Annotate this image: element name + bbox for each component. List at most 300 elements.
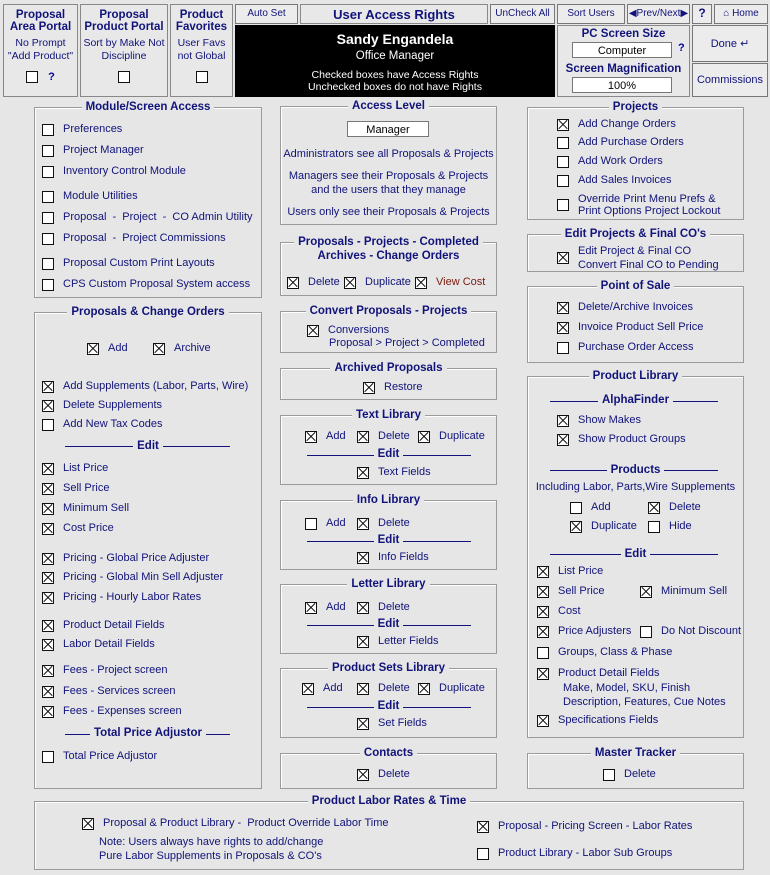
module-item-custom-print-layouts[interactable] xyxy=(42,257,215,270)
projects-add-sales-invoices[interactable] xyxy=(557,174,672,187)
label: List Price xyxy=(63,462,109,474)
checkbox[interactable] xyxy=(570,502,582,514)
label: Delete xyxy=(378,768,410,780)
checkbox[interactable] xyxy=(537,647,549,659)
label: Pricing - Global Price Adjuster xyxy=(63,552,210,564)
product-library-panel xyxy=(527,370,744,738)
commissions-button[interactable]: Commissions xyxy=(692,63,768,97)
label: Proposal & Product Library - Product Override Labor Time xyxy=(103,817,389,829)
checkbox[interactable] xyxy=(537,606,549,618)
pco-list-price[interactable] xyxy=(42,462,108,475)
label: Fees - Project screen xyxy=(63,664,168,676)
sort-users-button[interactable]: Sort Users xyxy=(557,4,625,24)
checkbox[interactable] xyxy=(42,258,54,270)
product-library-title: Product Library xyxy=(589,370,683,382)
checkbox[interactable] xyxy=(305,602,317,614)
module-item-project-commissions[interactable] xyxy=(42,232,226,245)
checkbox[interactable] xyxy=(87,343,99,355)
pos-purchase-order-access[interactable] xyxy=(557,341,694,354)
checkbox[interactable] xyxy=(640,626,652,638)
label: Show Makes xyxy=(578,414,641,426)
access-manager-note-2: and the users that they manage xyxy=(311,184,466,196)
label: Delete xyxy=(624,768,656,780)
pco-sell-price[interactable] xyxy=(42,482,109,495)
labor-note-1: Note: Users always have rights to add/change xyxy=(99,836,324,848)
auto-set-button[interactable]: Auto Set xyxy=(235,4,298,24)
label: Hide xyxy=(669,520,692,532)
pco-labor-detail-fields[interactable] xyxy=(42,638,155,651)
pco-global-min-sell-adjuster[interactable] xyxy=(42,571,223,584)
access-admin-note: Administrators see all Proposals & Projects xyxy=(283,148,494,160)
master-tracker-panel xyxy=(527,747,744,789)
labor-override-labor-time[interactable] xyxy=(82,817,389,830)
checkbox[interactable] xyxy=(42,620,54,632)
checkbox[interactable] xyxy=(537,715,549,727)
pco-add[interactable] xyxy=(87,342,128,355)
uncheck-all-button[interactable]: UnCheck All xyxy=(490,4,555,24)
rights-note-1: Checked boxes have Access Rights xyxy=(311,69,479,81)
label-line-2: Convert Final CO to Pending xyxy=(578,259,719,271)
convert-panel xyxy=(280,305,497,353)
label: List Price xyxy=(558,565,604,577)
plib-show-makes[interactable] xyxy=(557,414,641,427)
label: Add Change Orders xyxy=(578,118,676,130)
proposal-area-portal-title: Proposal Area Portal xyxy=(9,9,72,33)
checkbox[interactable] xyxy=(42,523,54,535)
checkbox[interactable] xyxy=(357,431,369,443)
projects-title: Projects xyxy=(609,101,662,113)
rights-note-2: Unchecked boxes do not have Rights xyxy=(308,81,482,93)
checkbox[interactable] xyxy=(477,821,489,833)
help-button[interactable]: ? xyxy=(692,4,712,24)
label: Show Product Groups xyxy=(578,433,686,445)
checkbox[interactable] xyxy=(570,521,582,533)
plib-product-detail-fields[interactable] xyxy=(537,667,660,680)
prev-next-button[interactable] xyxy=(627,4,690,24)
label: Add xyxy=(591,501,611,513)
proposal-product-portal-cell xyxy=(80,4,168,97)
checkbox[interactable] xyxy=(557,119,569,131)
ppc-delete[interactable] xyxy=(287,276,340,289)
sets-lib-edit-heading: Edit xyxy=(374,700,404,712)
label: Delete xyxy=(308,276,340,288)
page-title: User Access Rights xyxy=(300,4,488,24)
checkbox[interactable] xyxy=(42,572,54,584)
label: Fees - Services screen xyxy=(63,685,176,697)
proposals-change-orders-title: Proposals & Change Orders xyxy=(67,306,228,318)
projects-add-work-orders[interactable] xyxy=(557,155,663,168)
checkbox[interactable] xyxy=(357,552,369,564)
checkbox[interactable] xyxy=(557,302,569,314)
prev-icon: ◀ xyxy=(628,8,637,19)
checkbox[interactable] xyxy=(42,503,54,515)
projects-add-change-orders[interactable] xyxy=(557,118,676,131)
label: Delete xyxy=(378,601,410,613)
checkbox[interactable] xyxy=(305,518,317,530)
text-library-panel xyxy=(280,409,497,485)
proposal-product-portal-title: Proposal Product Portal xyxy=(84,9,164,33)
sets-lib-duplicate[interactable] xyxy=(418,682,485,695)
checkbox[interactable] xyxy=(357,769,369,781)
return-icon: ↵ xyxy=(740,38,750,50)
label: Add xyxy=(326,601,346,613)
access-level-field[interactable]: Manager xyxy=(347,121,429,137)
info-lib-fields[interactable] xyxy=(357,551,429,564)
checkbox[interactable] xyxy=(640,586,652,598)
label: Product Detail Fields xyxy=(558,667,660,679)
proposal-area-portal-cell xyxy=(3,4,78,97)
module-item-project-manager[interactable] xyxy=(42,144,144,157)
pco-total-price-adjustor[interactable] xyxy=(42,750,157,763)
edit-projects-final-co[interactable] xyxy=(557,244,719,272)
plib-price-adjusters[interactable] xyxy=(537,625,631,638)
checkbox[interactable] xyxy=(557,137,569,149)
projects-add-purchase-orders[interactable] xyxy=(557,136,684,149)
checkbox[interactable] xyxy=(357,636,369,648)
pco-delete-supplements[interactable] xyxy=(42,399,162,412)
checkbox[interactable] xyxy=(648,521,660,533)
ppc-view-cost[interactable] xyxy=(415,276,485,289)
home-label: Home xyxy=(732,8,759,19)
label: Delete xyxy=(378,430,410,442)
checkbox[interactable] xyxy=(42,751,54,763)
archived-restore[interactable] xyxy=(363,381,423,394)
pco-global-price-adjuster[interactable] xyxy=(42,552,209,565)
text-lib-duplicate[interactable] xyxy=(418,430,485,443)
checkbox[interactable] xyxy=(42,419,54,431)
checkbox[interactable] xyxy=(82,818,94,830)
checkbox[interactable] xyxy=(42,553,54,565)
convert-title: Convert Proposals - Projects xyxy=(306,305,472,317)
checkbox[interactable] xyxy=(557,156,569,168)
edit-projects-title: Edit Projects & Final CO's xyxy=(561,228,710,240)
checkbox[interactable] xyxy=(557,175,569,187)
alphafinder-heading: AlphaFinder xyxy=(598,394,673,406)
plib-groups-class-phase[interactable] xyxy=(537,646,672,659)
checkbox[interactable] xyxy=(42,400,54,412)
next-icon: ▶ xyxy=(680,8,689,19)
pco-add-supplements[interactable] xyxy=(42,380,248,393)
product-favorites-checkbox[interactable] xyxy=(196,71,208,83)
checkbox[interactable] xyxy=(42,463,54,475)
proposal-area-portal-checkbox[interactable] xyxy=(26,71,38,83)
projects-override-print[interactable] xyxy=(557,193,720,217)
checkbox[interactable] xyxy=(42,639,54,651)
checkbox[interactable] xyxy=(42,233,54,245)
text-lib-edit-heading: Edit xyxy=(374,448,404,460)
label: Cost xyxy=(558,605,581,617)
labor-sub-groups[interactable] xyxy=(477,847,672,860)
label-line-2: Print Options Project Lockout xyxy=(578,205,721,217)
proposal-product-portal-sub: Sort by Make Not Discipline xyxy=(83,37,165,62)
checkbox[interactable] xyxy=(363,382,375,394)
label: Project Manager xyxy=(63,144,144,156)
point-of-sale-title: Point of Sale xyxy=(597,280,675,292)
label: Add xyxy=(326,517,346,529)
edit-projects-panel xyxy=(527,228,744,272)
label: Product Detail Fields xyxy=(63,619,165,631)
label: Purchase Order Access xyxy=(578,341,694,353)
label: Archive xyxy=(174,342,211,354)
module-item-cps-access[interactable] xyxy=(42,278,250,291)
label: Text Fields xyxy=(378,466,431,478)
label: Groups, Class & Phase xyxy=(558,646,673,658)
label: Inventory Control Module xyxy=(63,165,186,177)
product-favorites-sub: User Favs not Global xyxy=(177,37,226,62)
plib-minimum-sell[interactable] xyxy=(640,585,727,598)
label: Sell Price xyxy=(63,482,110,494)
proposal-area-portal-sub: No Prompt "Add Product" xyxy=(7,37,74,62)
plib-pdf-sub-1: Make, Model, SKU, Finish xyxy=(563,682,691,694)
checkbox[interactable] xyxy=(42,686,54,698)
ppc-duplicate[interactable] xyxy=(344,276,411,289)
label: Conversions xyxy=(328,324,390,336)
checkbox[interactable] xyxy=(557,322,569,334)
checkbox[interactable] xyxy=(42,483,54,495)
checkbox[interactable] xyxy=(42,212,54,224)
checkbox[interactable] xyxy=(42,665,54,677)
home-icon: ⌂ xyxy=(723,8,733,19)
label: Add New Tax Codes xyxy=(63,418,163,430)
label: Set Fields xyxy=(378,717,427,729)
checkbox[interactable] xyxy=(557,199,569,211)
module-item-inventory-control[interactable] xyxy=(42,165,186,178)
checkbox[interactable] xyxy=(42,592,54,604)
checkbox[interactable] xyxy=(648,502,660,514)
total-price-adjustor-heading: Total Price Adjustor xyxy=(90,727,206,739)
label: Delete xyxy=(378,682,410,694)
label: Price Adjusters xyxy=(558,625,632,637)
checkbox[interactable] xyxy=(418,683,430,695)
checkbox[interactable] xyxy=(537,566,549,578)
pco-fees-project[interactable] xyxy=(42,664,168,677)
product-favorites-cell xyxy=(170,4,233,97)
done-button[interactable] xyxy=(692,25,768,62)
label: Proposal - Project Commissions xyxy=(63,232,226,244)
label: Delete xyxy=(378,517,410,529)
plib-do-not-discount[interactable] xyxy=(640,625,741,638)
home-button[interactable] xyxy=(714,4,768,24)
info-lib-add[interactable] xyxy=(305,517,346,530)
label: Letter Fields xyxy=(378,635,439,647)
plib-add[interactable] xyxy=(570,501,611,514)
screen-magnification-label: Screen Magnification xyxy=(565,63,682,75)
labor-note-2: Pure Labor Supplements in Proposals & CO's xyxy=(99,850,322,862)
checkbox[interactable] xyxy=(477,848,489,860)
label: Minimum Sell xyxy=(63,502,130,514)
label: Cost Price xyxy=(63,522,114,534)
checkbox[interactable] xyxy=(42,145,54,157)
plib-list-price[interactable] xyxy=(537,565,603,578)
master-tracker-delete[interactable] xyxy=(603,768,656,781)
checkbox[interactable] xyxy=(287,277,299,289)
module-screen-access-panel xyxy=(34,101,262,298)
master-tracker-title: Master Tracker xyxy=(591,747,680,759)
text-lib-fields[interactable] xyxy=(357,466,431,479)
label: Add Purchase Orders xyxy=(578,136,684,148)
text-lib-add[interactable] xyxy=(305,430,346,443)
plib-delete[interactable] xyxy=(648,501,701,514)
checkbox[interactable] xyxy=(357,467,369,479)
sets-lib-fields[interactable] xyxy=(357,717,427,730)
checkbox[interactable] xyxy=(357,602,369,614)
sets-lib-add[interactable] xyxy=(302,682,343,695)
checkbox[interactable] xyxy=(418,431,430,443)
checkbox[interactable] xyxy=(537,668,549,680)
label: Delete/Archive Invoices xyxy=(578,301,693,313)
label: Add Supplements (Labor, Parts, Wire) xyxy=(63,380,249,392)
access-user-note: Users only see their Proposals & Projects xyxy=(287,206,490,218)
pos-invoice-sell-price[interactable] xyxy=(557,321,703,334)
label: Add xyxy=(326,430,346,442)
products-including-note: Including Labor, Parts,Wire Supplements xyxy=(535,481,736,493)
products-heading: Products xyxy=(607,464,665,476)
plib-duplicate[interactable] xyxy=(570,520,637,533)
checkbox[interactable] xyxy=(357,518,369,530)
info-library-title: Info Library xyxy=(353,494,424,506)
label: Proposal - Project - CO Admin Utility xyxy=(63,211,253,223)
text-library-title: Text Library xyxy=(352,409,425,421)
checkbox[interactable] xyxy=(357,718,369,730)
checkbox[interactable] xyxy=(557,434,569,446)
checkbox[interactable] xyxy=(153,343,165,355)
user-banner xyxy=(235,25,555,97)
checkbox[interactable] xyxy=(415,277,427,289)
product-favorites-title: Product Favorites xyxy=(175,9,228,33)
label: Specifications Fields xyxy=(558,714,659,726)
labor-pricing-screen-rates[interactable] xyxy=(477,820,692,833)
access-manager-note-1: Managers see their Proposals & Projects xyxy=(288,170,489,182)
checkbox[interactable] xyxy=(42,124,54,136)
plib-edit-heading: Edit xyxy=(621,548,651,560)
label: Duplicate xyxy=(591,520,637,532)
pco-minimum-sell[interactable] xyxy=(42,502,129,515)
checkbox[interactable] xyxy=(42,191,54,203)
pco-fees-expenses[interactable] xyxy=(42,705,182,718)
label: Total Price Adjustor xyxy=(63,750,158,762)
checkbox[interactable] xyxy=(557,415,569,427)
archived-proposals-panel xyxy=(280,362,497,400)
checkbox[interactable] xyxy=(557,252,569,264)
plib-hide[interactable] xyxy=(648,520,692,533)
label: Invoice Product Sell Price xyxy=(578,321,704,333)
module-screen-access-title: Module/Screen Access xyxy=(82,101,215,113)
sets-lib-delete[interactable] xyxy=(357,682,410,695)
pc-screen-size-field[interactable]: Computer xyxy=(572,42,672,58)
contacts-title: Contacts xyxy=(360,747,417,759)
checkbox[interactable] xyxy=(42,166,54,178)
pos-delete-archive-invoices[interactable] xyxy=(557,301,693,314)
plib-sell-price[interactable] xyxy=(537,585,604,598)
letter-lib-add[interactable] xyxy=(305,601,346,614)
checkbox[interactable] xyxy=(537,586,549,598)
pco-archive[interactable] xyxy=(153,342,211,355)
screen-size-help-icon[interactable]: ? xyxy=(678,42,685,54)
info-lib-edit-heading: Edit xyxy=(374,534,404,546)
checkbox[interactable] xyxy=(307,325,319,337)
ppc-title-1: Proposals - Projects - Completed xyxy=(294,236,483,248)
letter-lib-fields[interactable] xyxy=(357,635,439,648)
label: Pricing - Hourly Labor Rates xyxy=(63,591,202,603)
pco-fees-services[interactable] xyxy=(42,685,175,698)
label: Module Utilities xyxy=(63,190,138,202)
proposal-product-portal-checkbox[interactable] xyxy=(118,71,130,83)
label: Info Fields xyxy=(378,551,429,563)
label: Minimum Sell xyxy=(661,585,728,597)
done-label: Done xyxy=(710,38,737,50)
label: Add xyxy=(108,342,128,354)
module-item-co-admin-utility[interactable] xyxy=(42,211,253,224)
checkbox[interactable] xyxy=(302,683,314,695)
ppc-panel xyxy=(280,236,497,296)
checkbox[interactable] xyxy=(42,706,54,718)
label: Preferences xyxy=(63,123,123,135)
label: Proposal - Pricing Screen - Labor Rates xyxy=(498,820,693,832)
module-item-preferences[interactable] xyxy=(42,123,122,136)
letter-library-panel xyxy=(280,578,497,654)
label: Add xyxy=(323,682,343,694)
label: View Cost xyxy=(436,276,486,288)
user-role: Office Manager xyxy=(355,50,435,62)
label: Sell Price xyxy=(558,585,605,597)
pco-cost-price[interactable] xyxy=(42,522,114,535)
pco-hourly-labor-rates[interactable] xyxy=(42,591,201,604)
label: CPS Custom Proposal System access xyxy=(63,278,251,290)
help-icon[interactable]: ? xyxy=(48,71,55,83)
label: Labor Detail Fields xyxy=(63,638,155,650)
contacts-delete[interactable] xyxy=(357,768,410,781)
plib-show-product-groups[interactable] xyxy=(557,433,686,446)
checkbox[interactable] xyxy=(344,277,356,289)
label: Restore xyxy=(384,381,423,393)
archived-title: Archived Proposals xyxy=(330,362,446,374)
module-item-module-utilities[interactable] xyxy=(42,190,138,203)
letter-lib-edit-heading: Edit xyxy=(374,618,404,630)
projects-panel xyxy=(527,101,744,220)
plib-specifications-fields[interactable] xyxy=(537,714,658,727)
pc-screen-size-label: PC Screen Size xyxy=(581,28,666,40)
label: Add Work Orders xyxy=(578,155,663,167)
access-level-panel xyxy=(280,100,497,225)
checkbox[interactable] xyxy=(42,279,54,291)
letter-lib-delete[interactable] xyxy=(357,601,410,614)
point-of-sale-panel xyxy=(527,280,744,363)
text-lib-delete[interactable] xyxy=(357,430,410,443)
access-level-title: Access Level xyxy=(348,100,429,112)
checkbox[interactable] xyxy=(557,342,569,354)
screen-magnification-field[interactable]: 100% xyxy=(572,77,672,93)
pco-edit-heading: Edit xyxy=(133,440,163,452)
checkbox[interactable] xyxy=(42,381,54,393)
label: Fees - Expenses screen xyxy=(63,705,182,717)
product-sets-title: Product Sets Library xyxy=(328,662,449,674)
plib-cost[interactable] xyxy=(537,605,581,618)
label: Duplicate xyxy=(365,276,411,288)
checkbox[interactable] xyxy=(537,626,549,638)
pco-product-detail-fields[interactable] xyxy=(42,619,165,632)
pco-add-tax-codes[interactable] xyxy=(42,418,162,431)
label-line-1: Override Print Menu Prefs & xyxy=(578,193,716,205)
checkbox[interactable] xyxy=(603,769,615,781)
checkbox[interactable] xyxy=(305,431,317,443)
contacts-panel xyxy=(280,747,497,789)
label-line-1: Edit Project & Final CO xyxy=(578,245,692,257)
checkbox[interactable] xyxy=(357,683,369,695)
label: Duplicate xyxy=(439,682,485,694)
convert-sub: Proposal > Project > Completed xyxy=(329,337,485,349)
info-library-panel xyxy=(280,494,497,570)
info-lib-delete[interactable] xyxy=(357,517,410,530)
